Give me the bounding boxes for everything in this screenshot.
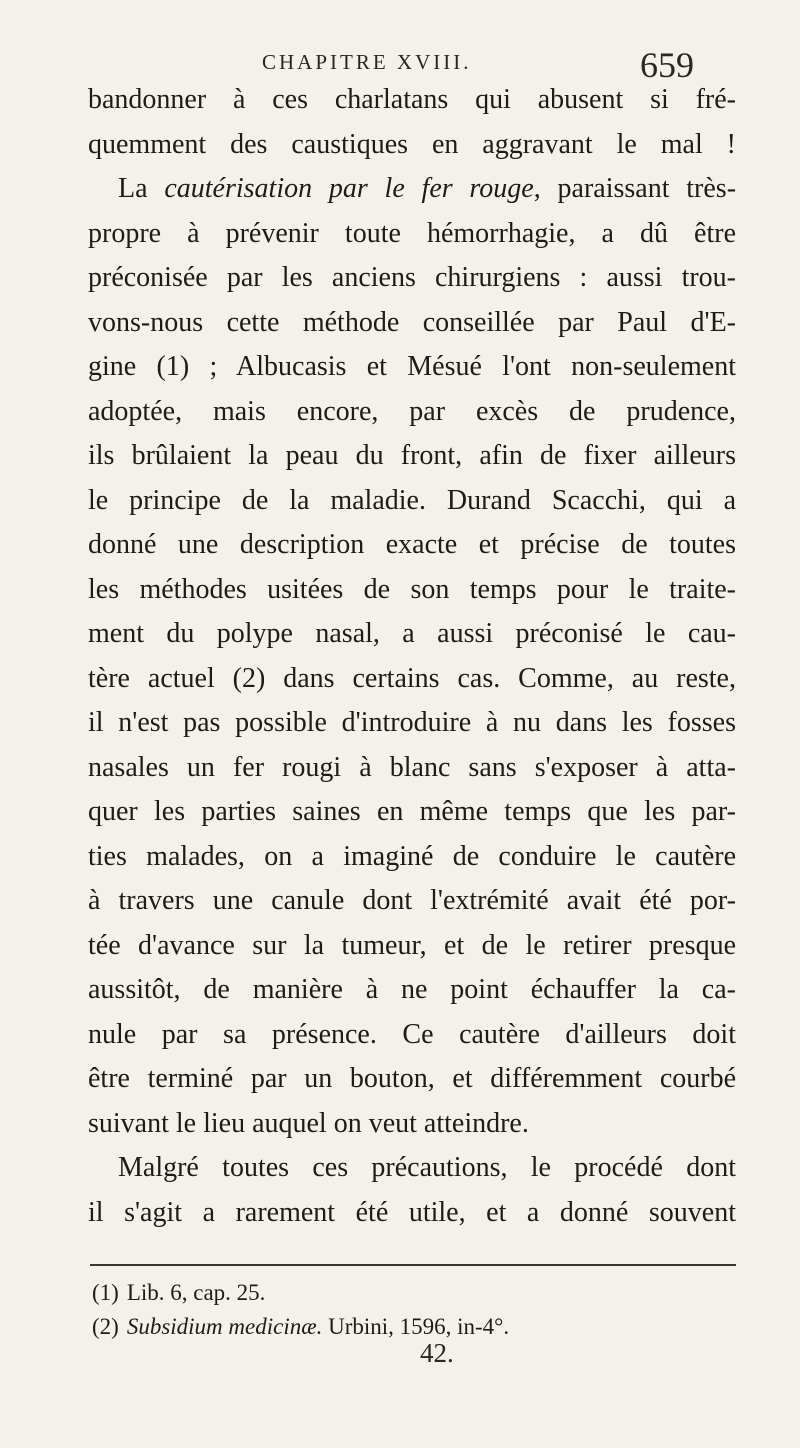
- text-fragment: La: [118, 173, 165, 204]
- footnote-mark: (2): [92, 1314, 119, 1339]
- text-line: nasales un fer rougi à blanc sans s'exposer à atta-: [88, 751, 736, 783]
- page-number: 659: [640, 45, 694, 85]
- text-fragment: , paraissant très-: [533, 173, 737, 204]
- text-line: gine (1) ; Albucasis et Mésué l'ont non-seulement: [88, 351, 736, 382]
- text-line: bandonner à ces charlatans qui abusent si fré-: [88, 84, 736, 115]
- chapter-title: CHAPITRE XVIII.: [262, 50, 472, 74]
- text-line: suivant le lieu auquel on veut atteindre.: [88, 1107, 529, 1139]
- signature-mark: 42.: [420, 1338, 454, 1368]
- text-line: nule par sa présence. Ce cautère d'ailleurs doit: [88, 1018, 736, 1050]
- text-line: à travers une canule dont l'extrémité avait été por-: [88, 885, 736, 916]
- main-text: [88, 78, 736, 1235]
- text-line: tère actuel (2) dans certains cas. Comme, au reste,: [88, 662, 736, 694]
- text-line: propre à prévenir toute hémorrhagie, a dû être: [88, 217, 736, 249]
- footnote-divider: [90, 1264, 736, 1266]
- text-line: ment du polype nasal, a aussi préconisé le cau-: [88, 618, 736, 649]
- running-head: [0, 44, 800, 85]
- footnotes: [92, 1276, 732, 1344]
- footnote-1: [92, 1276, 732, 1310]
- text-line: adoptée, mais encore, par excès de prudence,: [88, 395, 736, 427]
- italic-phrase: cautérisation par le fer rouge: [164, 173, 534, 204]
- footnote-italic-title: Subsidium medicinæ.: [126, 1314, 323, 1339]
- text-line: aussitôt, de manière à ne point échauffer la ca-: [88, 974, 736, 1005]
- text-line: donné une description exacte et précise de toutes: [88, 529, 736, 560]
- text-line: tée d'avance sur la tumeur, et de le retirer presque: [88, 929, 736, 961]
- footnote-text: Lib. 6, cap. 25.: [126, 1280, 266, 1305]
- text-line: vons-nous cette méthode conseillée par Paul d'E-: [88, 306, 736, 338]
- text-line: ils brûlaient la peau du front, afin de fixer ailleurs: [88, 440, 736, 471]
- text-line: quer les parties saines en même temps que les par-: [88, 796, 736, 827]
- text-line: il s'agit a rarement été utile, et a donné souvent: [88, 1196, 736, 1228]
- text-line: Malgré toutes ces précautions, le procédé dont: [118, 1152, 736, 1183]
- text-line-italic-phrase: [88, 167, 736, 212]
- footnote-2: [92, 1310, 732, 1344]
- footnote-mark: (1): [92, 1280, 119, 1305]
- text-line: préconisée par les anciens chirurgiens : aussi trou-: [88, 262, 736, 293]
- text-line: ties malades, on a imaginé de conduire le cautère: [88, 840, 736, 872]
- footnote-text: Urbini, 1596, in-4°.: [322, 1314, 510, 1339]
- text-line: il n'est pas possible d'introduire à nu dans les fosses: [88, 707, 736, 738]
- text-line: être terminé par un bouton, et différemment courbé: [88, 1063, 736, 1094]
- text-line: quemment des caustiques en aggravant le mal !: [88, 128, 736, 160]
- text-line: le principe de la maladie. Durand Scacchi, qui a: [88, 484, 736, 516]
- text-line: les méthodes usitées de son temps pour le traite-: [88, 573, 736, 605]
